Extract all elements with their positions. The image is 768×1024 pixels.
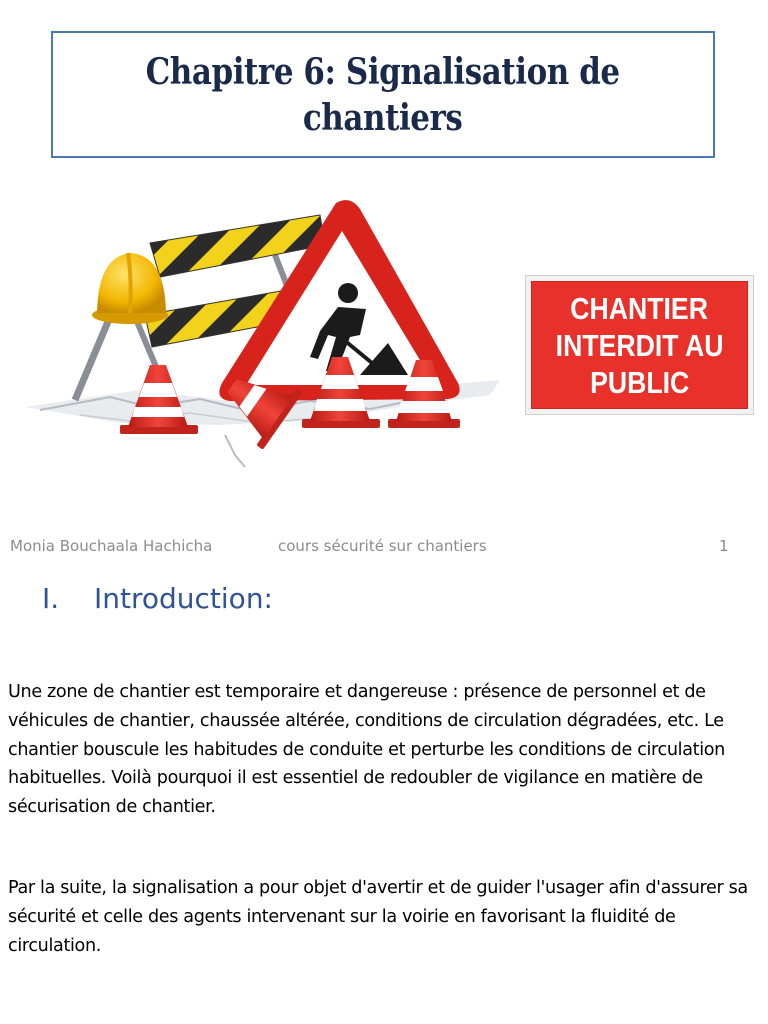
title-line-1: Chapitre 6: Signalisation de <box>145 50 621 93</box>
section-number: I. <box>42 582 60 615</box>
sign-red-face <box>531 281 748 409</box>
sign-line-1: CHANTIER <box>570 290 709 326</box>
roadworks-illustration <box>20 185 515 470</box>
title-box <box>51 31 715 158</box>
footer-page-number: 1 <box>719 537 729 555</box>
title-line-2: chantiers <box>303 96 463 139</box>
sign-line-2: INTERDIT AU <box>555 327 724 363</box>
introduction-section <box>0 566 768 1024</box>
slide-title <box>146 49 620 141</box>
paragraph-1: Une zone de chantier est temporaire et dangereuse : présence de personnel et de véhicules de chantier, chaussée altérée, conditions de circulation dégradées, etc. Le chantier bouscule les habitudes de conduite et perturbe les conditions de circulation habituelles. Voilà pourquoi il est essentiel de redoubler de vigilance en matière de sécurisation de chantier. <box>8 682 725 818</box>
footer-author: Monia Bouchaala Hachicha <box>10 537 213 555</box>
sign-line-3: PUBLIC <box>589 364 690 400</box>
chantier-interdit-sign <box>525 275 754 415</box>
section-heading <box>42 582 273 615</box>
paragraph-2: Par la suite, la signalisation a pour objet d'avertir et de guider l'usager afin d'assurer sa sécurité et celle des agents intervenant sur la voirie en favorisant la fluidité de circulation. <box>8 878 748 956</box>
section-title: Introduction: <box>94 582 273 615</box>
footer-course: cours sécurité sur chantiers <box>278 537 487 555</box>
